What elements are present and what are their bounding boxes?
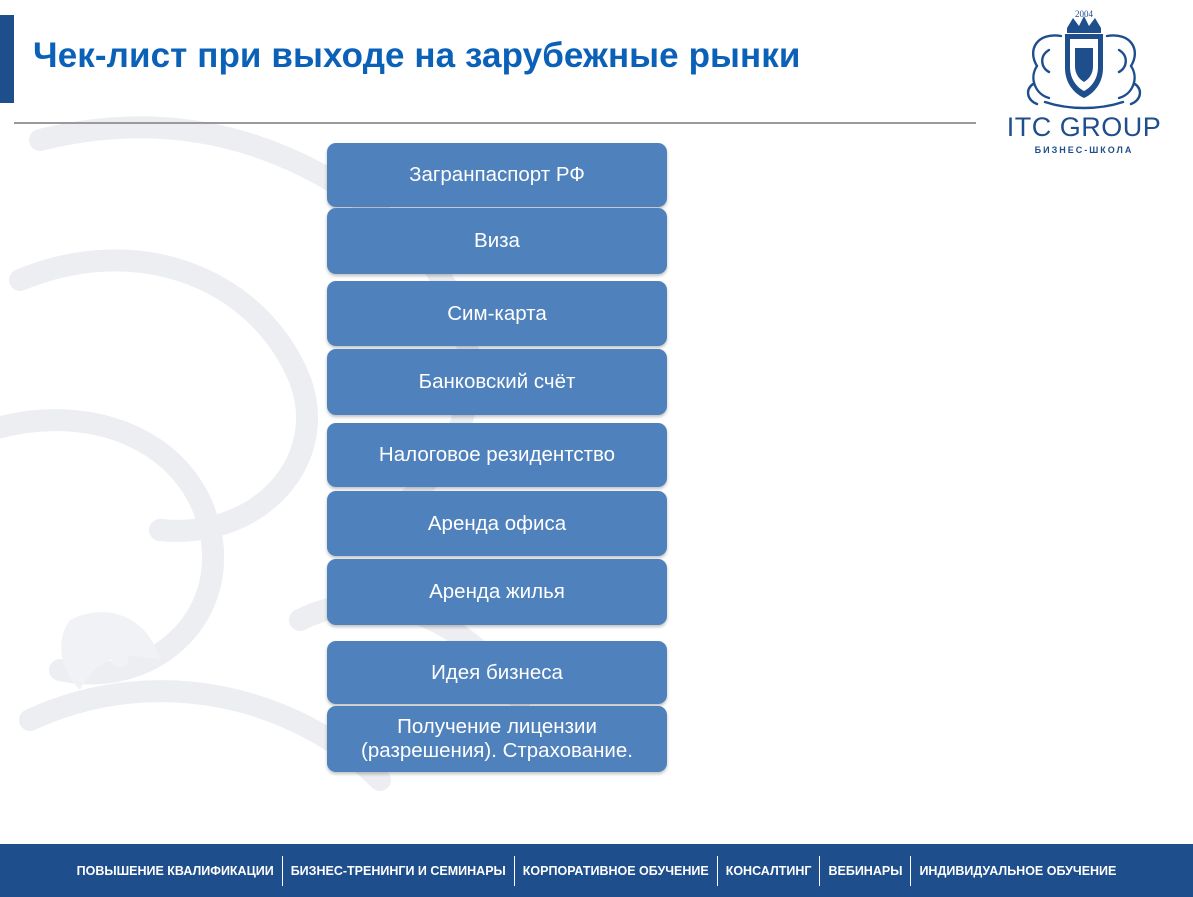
checklist-item-passport: Загранпаспорт РФ <box>327 143 667 207</box>
logo-subtitle: БИЗНЕС-ШКОЛА <box>1034 145 1134 155</box>
checklist-item-visa: Виза <box>327 208 667 274</box>
checklist-item-bank-account: Банковский счёт <box>327 349 667 415</box>
logo-name: ITC GROUP <box>1006 112 1162 142</box>
footer-item-corporate[interactable]: КОРПОРАТИВНОЕ ОБУЧЕНИЕ <box>522 863 709 878</box>
footer-item-qualification[interactable]: ПОВЫШЕНИЕ КВАЛИФИКАЦИИ <box>76 863 274 878</box>
footer-item-individual[interactable]: ИНДИВИДУАЛЬНОЕ ОБУЧЕНИЕ <box>919 863 1117 878</box>
checklist-item-tax-residency: Налоговое резидентство <box>327 423 667 487</box>
footer-item-webinars[interactable]: ВЕБИНАРЫ <box>828 863 903 878</box>
itc-group-logo <box>995 6 1173 160</box>
slide-title: Чек-лист при выходе на зарубежные рынки <box>33 36 801 75</box>
footer-item-consulting[interactable]: КОНСАЛТИНГ <box>725 863 812 878</box>
logo-year <box>1059 6 1109 20</box>
footer-item-trainings[interactable]: БИЗНЕС-ТРЕНИНГИ И СЕМИНАРЫ <box>290 863 506 878</box>
svg-text:2004: 2004 <box>1075 9 1093 19</box>
checklist-item-housing-rent: Аренда жилья <box>327 559 667 625</box>
checklist-item-license-insurance: Получение лицензии (разрешения). Страхование. <box>327 706 667 772</box>
checklist-item-business-idea: Идея бизнеса <box>327 641 667 704</box>
crest-emblem-icon <box>1019 6 1149 112</box>
footer-nav <box>0 844 1193 897</box>
checklist-item-sim-card: Сим-карта <box>327 281 667 346</box>
title-accent-bar <box>0 15 14 103</box>
title-divider <box>14 122 976 124</box>
checklist-item-office-rent: Аренда офиса <box>327 491 667 556</box>
